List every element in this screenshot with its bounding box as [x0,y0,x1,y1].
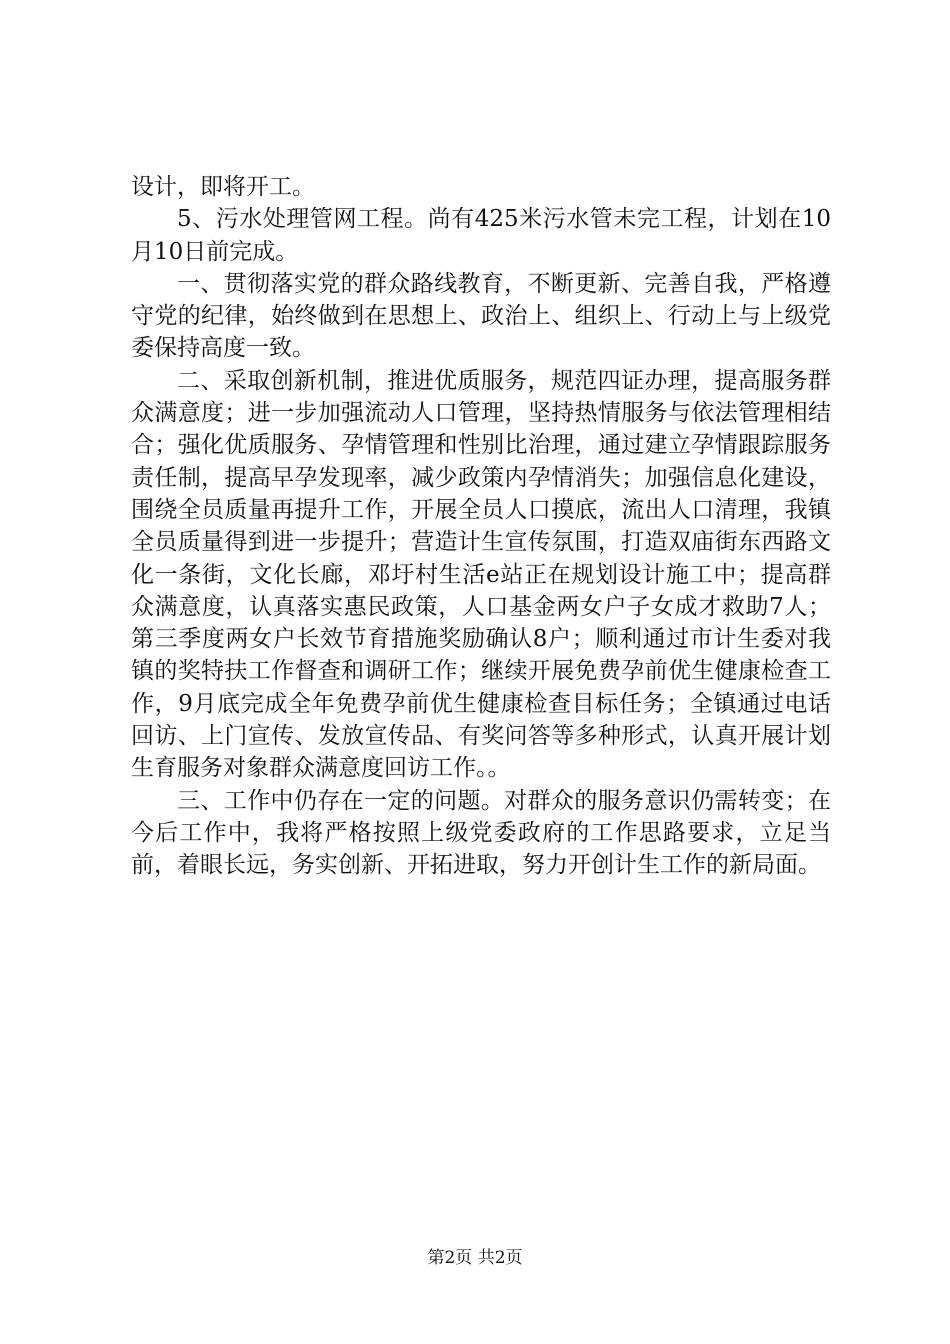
paragraph-continuation: 设计，即将开工。 [131,174,315,200]
page-number-footer: 第2页 共2页 [427,1248,523,1268]
paragraph-section-three: 三、工作中仍存在一定的问题。对群众的服务意识仍需转变；在今后工作中，我将严格按照上级党委政府的工作思路要求，立足当前，着眼长远，务实创新、开拓进取，努力开创计生工作的新局面。 [131,787,831,879]
paragraph-section-one: 一、贯彻落实党的群众路线教育，不断更新、完善自我，严格遵守党的纪律，始终做到在思想上、政治上、组织上、行动上与上级党委保持高度一致。 [131,270,831,362]
paragraph-sewage-project: 5、污水处理管网工程。尚有425米污水管未完工程，计划在10月10日前完成。 [131,206,831,265]
document-body [131,171,831,882]
paragraph-section-two: 二、采取创新机制，推进优质服务，规范四证办理，提高服务群众满意度；进一步加强流动人口管理，坚持热情服务与依法管理相结合；强化优质服务、孕情管理和性别比治理，通过建立孕情跟踪服务责任制，提高早孕发现率，减少政策内孕情消失；加强信息化建设，围绕全员质量再提升工作，开展全员人口摸底，流出人口清理，我镇全员质量得到进一步提升；营造计生宣传氛围，打造双庙街东西路文化一条街，文化长廊，邓圩村生活e站正在规划设计施工中；提高群众满意度，认真落实惠民政策，人口基金两女户子女成才救助7人；第三季度两女户长效节育措施奖励确认8户；顺利通过市计生委对我镇的奖特扶工作督查和调研工作；继续开展免费孕前优生健康检查工作，9月底完成全年免费孕前优生健康检查目标任务；全镇通过电话回访、上门宣传、发放宣传品、有奖问答等多种形式，认真开展计划生育服务对象群众满意度回访工作。。 [131,367,831,782]
